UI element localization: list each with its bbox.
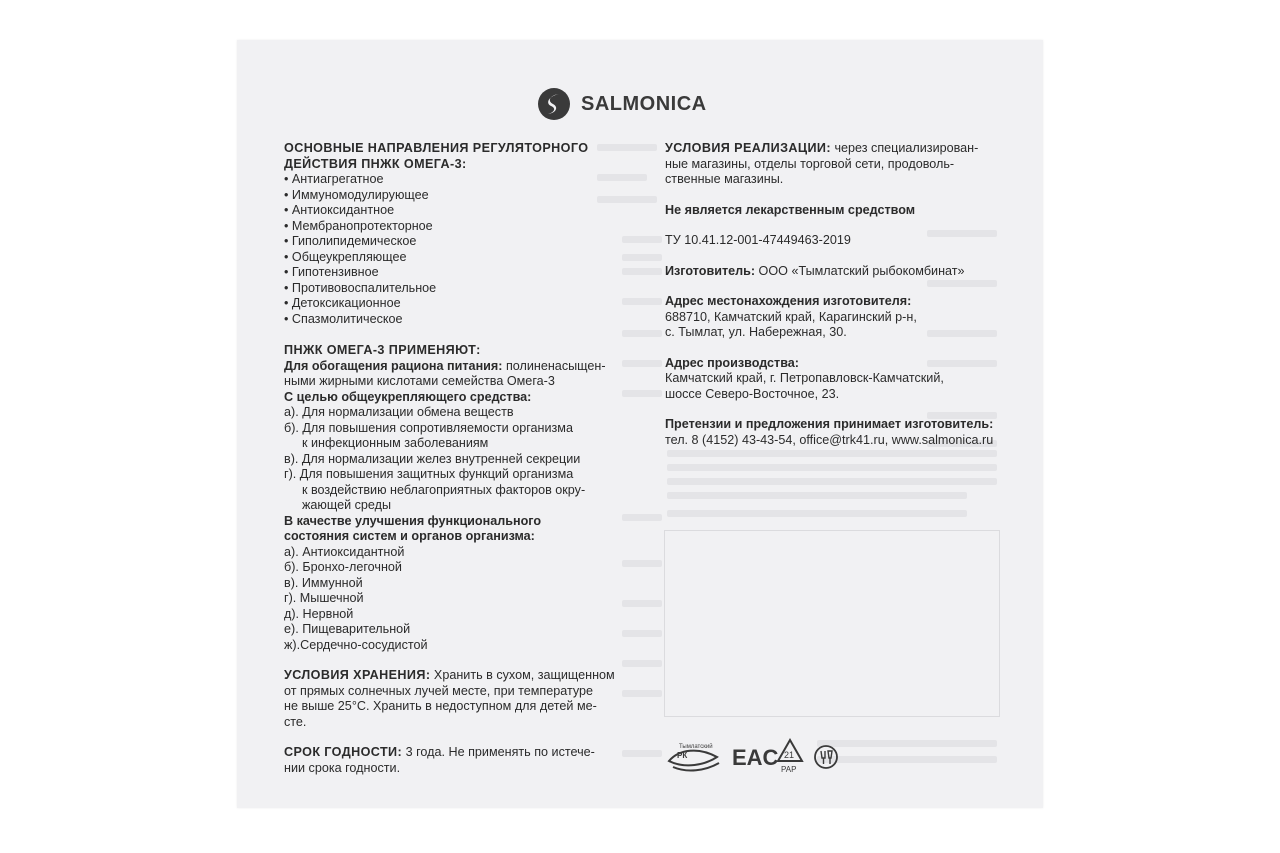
address-line-2: с. Тымлат, ул. Набережная, 30. [665,325,847,339]
list-item: б). Бронхо-легочной [284,560,402,574]
directions-title-line-2: ДЕЙСТВИЯ ПНЖК ОМЕГА-3: [284,156,467,171]
improve-title-line-2: состояния систем и органов организма: [284,529,535,543]
list-item: • Мембранопротекторное [284,218,433,233]
recycle-code: 21 [784,750,795,760]
general-title: С целью общеукрепляющего средства: [284,389,532,404]
enrich-paragraph-line-2: ными жирными кислотами семейства Омега-3 [284,374,555,388]
production-label: Адрес производства: [665,355,799,370]
not-drug-notice: Не является лекарственным средством [665,202,916,217]
address-line-1: 688710, Камчатский край, Карагинский р-н, [665,309,917,324]
recycle-paper-icon [775,737,805,777]
shelf-line-1 [284,745,622,761]
shelf-label: СРОК ГОДНОСТИ: [284,745,403,759]
maker-label: Изготовитель: [665,263,756,278]
list-item-continued: к инфекционным заболеваниям [302,436,489,450]
tu-code: ТУ 10.41.12-001-47449463-2019 [665,233,851,247]
list-item: в). Для нормализации желез внутренней секреции [284,451,581,466]
list-item-continued: к воздействию неблагоприятных факторов окру- [302,482,586,497]
enrich-text: полиненасыщен- [502,358,606,373]
trk-text: Тымлатский [679,744,713,750]
directions-title-line-1: ОСНОВНЫЕ НАПРАВЛЕНИЯ РЕГУЛЯТОРНОГО [284,141,589,155]
apply-title: ПНЖК ОМЕГА-3 ПРИМЕНЯЮТ: [284,343,481,357]
storage-line-3: не выше 25°С. Хранить в недоступном для детей ме- [284,699,597,713]
left-column [284,141,622,776]
trk-fish-logo-icon [665,737,723,777]
list-item: • Спазмолитическое [284,311,403,326]
directions-list [284,172,622,327]
recycle-label: PAP [781,765,797,774]
list-item: • Детоксикационное [284,296,401,310]
enrich-label: Для обогащения рациона питания: [284,358,503,373]
list-item: г). Для повышения защитных функций организма [284,467,574,481]
sale-line-3: ственные магазины. [665,172,784,186]
salmon-logo-icon [537,87,571,121]
list-item: ж).Сердечно-сосудистой [284,637,428,652]
enrich-paragraph-line-1 [284,359,622,375]
list-item: в). Иммунной [284,575,363,590]
brand-logo [537,86,707,122]
list-item: а). Антиоксидантной [284,544,405,559]
list-item-continued: жающей среды [302,498,392,512]
list-item: • Гипотензивное [284,265,379,279]
list-item: б). Для повышения сопротивляемости организма [284,420,573,435]
list-item: • Общеукрепляющее [284,249,407,264]
eac-mark-icon [731,743,779,771]
sale-label: УСЛОВИЯ РЕАЛИЗАЦИИ: [665,141,831,155]
brand-name: SALMONICA [581,92,707,115]
trk-abbr: РК [677,751,688,760]
production-line-1: Камчатский край, г. Петропавловск-Камчатский, [665,371,944,385]
list-item: • Иммуномодулирующее [284,187,429,202]
claims-contacts: тел. 8 (4152) 43-43-54, office@trk41.ru, www.salmonica.ru [665,432,994,447]
list-item: • Гиполипидемическое [284,234,417,248]
sale-text: через специализирован- [830,141,979,155]
shelf-line-2: нии срока годности. [284,760,401,775]
list-item: е). Пищеварительной [284,622,411,636]
shelf-text: 3 года. Не применять по истече- [402,745,595,759]
storage-line-1 [284,668,622,684]
storage-text: Хранить в сухом, защищенном [430,668,615,682]
certification-marks [665,735,839,779]
food-contact-icon [813,744,839,770]
production-line-2: шоссе Северо-Восточное, 23. [665,386,840,401]
claims-label: Претензии и предложения принимает изготовитель: [665,417,994,431]
right-column [665,141,1001,448]
improve-title-line-1: В качестве улучшения функционального [284,513,542,528]
storage-line-4: сте. [284,714,307,729]
eac-text: EAC [732,745,779,770]
sale-line-2: ные магазины, отделы торговой сети, продоволь- [665,156,955,171]
storage-line-2: от прямых солнечных лучей месте, при температуре [284,683,594,698]
maker-line [665,264,1001,280]
list-item: г). Мышечной [284,591,364,605]
leaflet-sheet [237,40,1043,808]
list-item: • Антиагрегатное [284,172,384,186]
list-item: а). Для нормализации обмена веществ [284,405,514,419]
sale-line-1 [665,141,1001,157]
storage-label: УСЛОВИЯ ХРАНЕНИЯ: [284,668,431,682]
list-item: • Антиоксидантное [284,203,395,217]
maker-value: ООО «Тымлатский рыбокомбинат» [755,263,965,278]
address-label: Адрес местонахождения изготовителя: [665,294,912,308]
list-item: • Противовоспалительное [284,280,437,295]
list-item: д). Нервной [284,606,354,621]
